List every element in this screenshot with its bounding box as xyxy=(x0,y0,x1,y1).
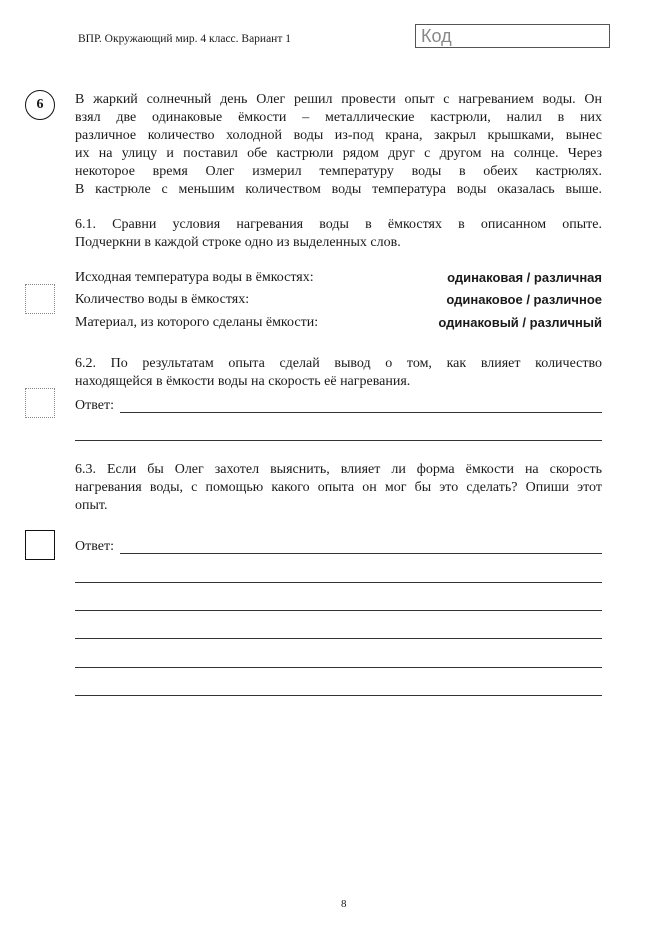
q3-text-line: 6.3. Если бы Олег захотел выяснить, влияет ли форма ёмкости на скорость xyxy=(75,462,602,477)
comparison-row-options[interactable]: одинаковое / различное xyxy=(446,292,602,307)
task-intro-line: некоторое время Олег измерил температуру воды в обеих кастрюлях. xyxy=(75,164,602,179)
q3-text-line: опыт. xyxy=(75,498,108,513)
q2-text-line: находящейся в ёмкости воды на скорость её нагревания. xyxy=(75,374,411,389)
task-intro-line: В кастрюле с меньшим количеством воды температура воды оказалась выше. xyxy=(75,182,602,197)
answer-label: Ответ: xyxy=(75,539,114,554)
task-number-badge: 6 xyxy=(25,90,55,120)
score-box-6-3[interactable] xyxy=(25,530,55,560)
page-number: 8 xyxy=(341,898,347,910)
answer-line[interactable] xyxy=(75,582,602,583)
q1-text-line: 6.1. Сравни условия нагревания воды в ёмкостях в описанном опыте. xyxy=(75,217,602,232)
q1-text-line: Подчеркни в каждой строке одно из выделенных слов. xyxy=(75,235,401,250)
comparison-row-label: Количество воды в ёмкостях: xyxy=(75,292,250,307)
answer-label: Ответ: xyxy=(75,398,114,413)
task-intro-line: различное количество холодной воды из-под крана, закрыл крышками, вынес xyxy=(75,128,602,143)
header-title: ВПР. Окружающий мир. 4 класс. Вариант 1 xyxy=(78,33,291,45)
code-field[interactable]: Код xyxy=(415,24,610,48)
answer-line[interactable] xyxy=(75,638,602,639)
answer-line[interactable] xyxy=(75,610,602,611)
answer-line[interactable] xyxy=(120,553,602,554)
comparison-row-label: Материал, из которого сделаны ёмкости: xyxy=(75,315,319,330)
answer-line[interactable] xyxy=(120,412,602,413)
answer-line[interactable] xyxy=(75,667,602,668)
score-box-6-2[interactable] xyxy=(25,388,55,418)
task-intro-line: взял две одинаковые ёмкости – металлические кастрюли, налил в них xyxy=(75,110,602,125)
comparison-row xyxy=(75,315,602,333)
answer-line[interactable] xyxy=(75,695,602,696)
task-intro-line: их на улицу и поставил обе кастрюли рядом друг с другом на солнце. Через xyxy=(75,146,602,161)
answer-line[interactable] xyxy=(75,440,602,441)
comparison-row-options[interactable]: одинаковая / различная xyxy=(447,270,602,285)
comparison-row xyxy=(75,292,602,310)
score-box-6-1[interactable] xyxy=(25,284,55,314)
q2-text-line: 6.2. По результатам опыта сделай вывод о том, как влияет количество xyxy=(75,356,602,371)
q3-text-line: нагревания воды, с помощью какого опыта он мог бы это сделать? Опиши этот xyxy=(75,480,602,495)
comparison-row-options[interactable]: одинаковый / различный xyxy=(438,315,602,330)
task-intro-line: В жаркий солнечный день Олег решил провести опыт с нагреванием воды. Он xyxy=(75,92,602,107)
comparison-row xyxy=(75,270,602,288)
comparison-row-label: Исходная температура воды в ёмкостях: xyxy=(75,270,314,285)
